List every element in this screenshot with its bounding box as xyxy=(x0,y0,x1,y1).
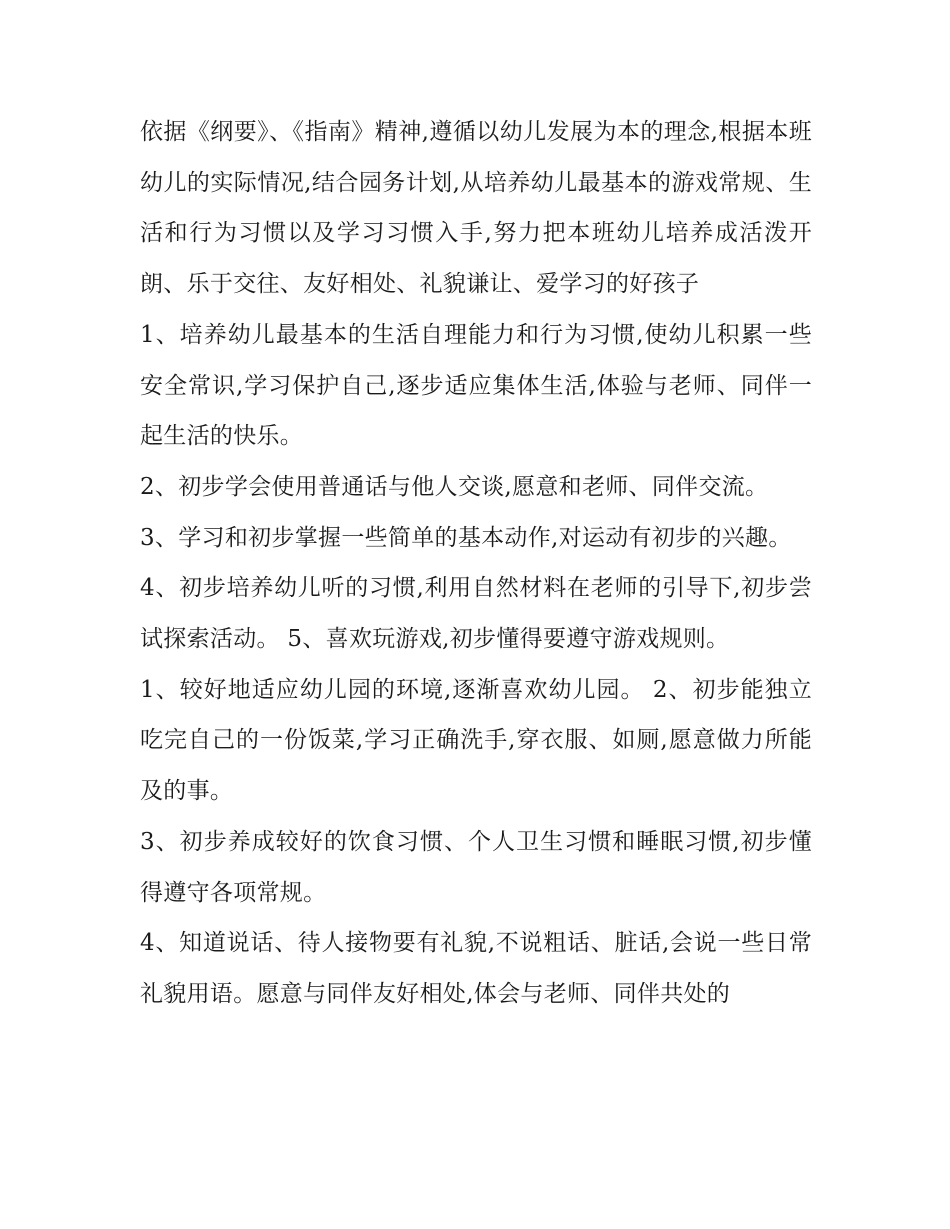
goal-item-2: 2、初步学会使用普通话与他人交谈,愿意和老师、同伴交流。 xyxy=(140,473,769,500)
routine-item-3: 3、初步养成较好的饮食习惯、个人卫生习惯和睡眠习惯,初步懂得遵守各项常规。 xyxy=(140,828,812,906)
goal-item-3: 3、学习和初步掌握一些简单的基本动作,对运动有初步的兴趣。 xyxy=(140,524,792,551)
document-body xyxy=(140,107,812,1020)
goal-item-4-5: 4、初步培养幼儿听的习惯,利用自然材料在老师的引导下,初步尝试探索活动。 5、喜欢玩游戏,初步懂得要遵守游戏规则。 xyxy=(140,575,812,653)
goal-item-1: 1、培养幼儿最基本的生活自理能力和行为习惯,使幼儿积累一些安全常识,学习保护自己,逐步适应集体生活,体验与老师、同伴一起生活的快乐。 xyxy=(140,321,812,450)
routine-item-1-2: 1、较好地适应幼儿园的环境,逐渐喜欢幼儿园。 2、初步能独立吃完自己的一份饭菜,学习正确洗手,穿衣服、如厕,愿意做力所能及的事。 xyxy=(140,676,812,805)
routine-item-4: 4、知道说话、待人接物要有礼貌,不说粗话、脏话,会说一些日常礼貌用语。愿意与同伴友好相处,体会与老师、同伴共处的 xyxy=(140,930,812,1007)
intro-paragraph: 依据《纲要》、《指南》精神,遵循以幼儿发展为本的理念,根据本班幼儿的实际情况,结合园务计划,从培养幼儿最基本的游戏常规、生活和行为习惯以及学习习惯入手,努力把本班幼儿培养成活泼开朗、乐于交往、友好相处、礼貌谦让、爱学习的好孩子 xyxy=(140,119,812,298)
